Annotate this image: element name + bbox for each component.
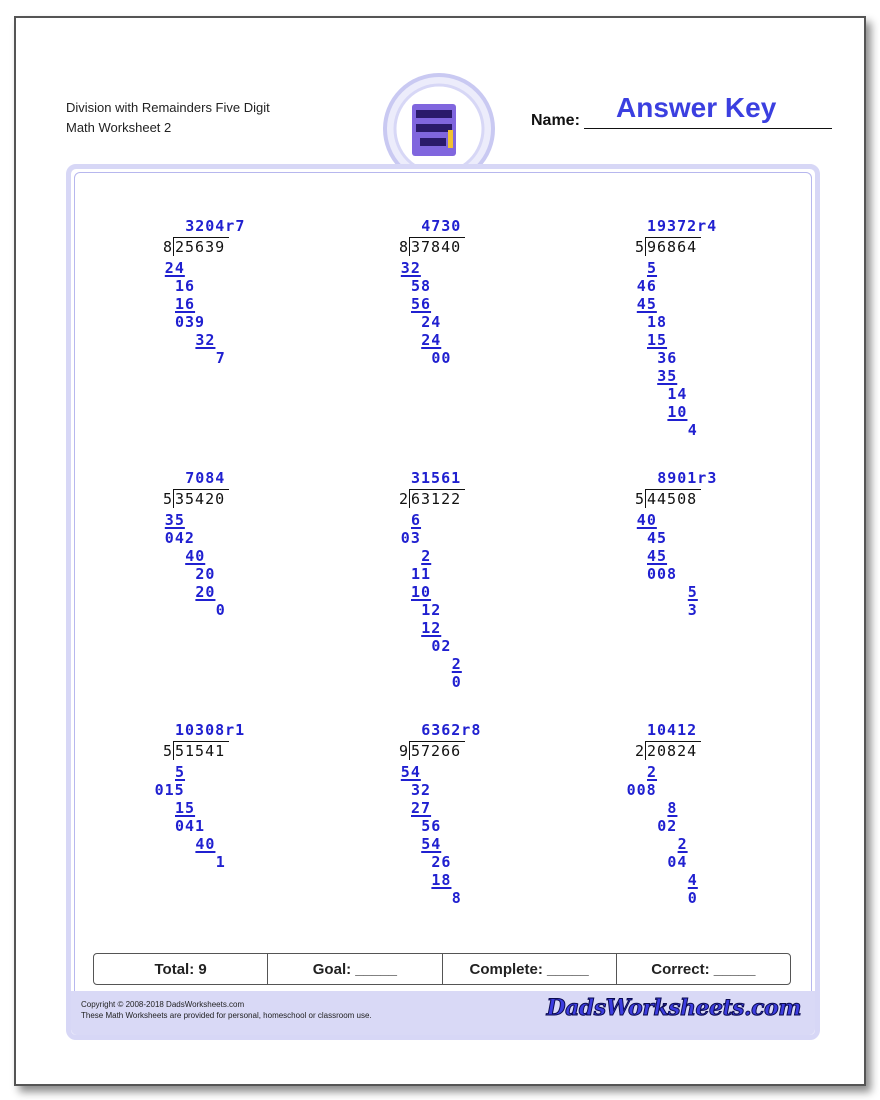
brand-logo[interactable]: DadsWorksheets.com — [546, 995, 801, 1021]
work-step: 4 — [687, 871, 698, 889]
problems-frame — [66, 164, 820, 1040]
dividend: 96864 — [647, 238, 698, 256]
worksheet-title — [66, 98, 270, 138]
divisor: 8 — [399, 238, 410, 256]
work-step: 008 — [647, 565, 678, 583]
work-step: 10 — [411, 583, 432, 601]
copyright-line-1: Copyright © 2008-2018 DadsWorksheets.com — [81, 1000, 245, 1009]
work-step: 2 — [647, 763, 658, 781]
quotient: 3204r7 — [185, 217, 246, 235]
worksheet-page — [14, 16, 866, 1086]
work-step: 15 — [175, 799, 196, 817]
work-step: 3 — [687, 601, 698, 619]
work-step: 2 — [677, 835, 688, 853]
divisor: 2 — [635, 742, 646, 760]
dividend: 57266 — [411, 742, 462, 760]
goal-field[interactable]: Goal: _____ — [268, 954, 442, 984]
work-step: 56 — [411, 295, 432, 313]
work-step: 40 — [185, 547, 206, 565]
work-step: 18 — [431, 871, 452, 889]
divisor: 2 — [399, 490, 410, 508]
work-step: 02 — [431, 637, 452, 655]
work-step: 04 — [667, 853, 688, 871]
dividend: 20824 — [647, 742, 698, 760]
work-step: 5 — [687, 583, 698, 601]
work-step: 2 — [451, 655, 462, 673]
work-step: 56 — [421, 817, 442, 835]
work-step: 16 — [175, 277, 196, 295]
work-step: 8 — [451, 889, 462, 907]
work-step: 008 — [626, 781, 657, 799]
work-step: 45 — [647, 529, 668, 547]
quotient: 8901r3 — [657, 469, 718, 487]
dividend: 51541 — [175, 742, 226, 760]
quotient: 6362r8 — [421, 721, 482, 739]
work-step: 6 — [411, 511, 422, 529]
score-bar — [93, 953, 791, 985]
work-step: 35 — [657, 367, 678, 385]
divisor: 9 — [399, 742, 410, 760]
dividend: 25639 — [175, 238, 226, 256]
divisor: 8 — [163, 238, 174, 256]
answer-key-label: Answer Key — [616, 92, 777, 123]
divisor: 5 — [163, 742, 174, 760]
work-step: 8 — [667, 799, 678, 817]
work-step: 0 — [451, 673, 462, 691]
work-step: 20 — [195, 565, 216, 583]
work-step: 2 — [421, 547, 432, 565]
work-step: 20 — [195, 583, 216, 601]
work-step: 11 — [411, 565, 432, 583]
work-step: 32 — [400, 259, 421, 277]
copyright-line-2: These Math Worksheets are provided for personal, homeschool or classroom use. — [81, 1011, 372, 1020]
work-step: 24 — [164, 259, 185, 277]
work-step: 40 — [195, 835, 216, 853]
work-step: 54 — [421, 835, 442, 853]
work-step: 15 — [647, 331, 668, 349]
work-step: 12 — [421, 601, 442, 619]
work-step: 7 — [215, 349, 226, 367]
work-step: 042 — [164, 529, 195, 547]
work-step: 1 — [215, 853, 226, 871]
divisor: 5 — [163, 490, 174, 508]
work-step: 36 — [657, 349, 678, 367]
divisor: 5 — [635, 238, 646, 256]
work-step: 18 — [647, 313, 668, 331]
quotient: 7084 — [185, 469, 226, 487]
work-step: 14 — [667, 385, 688, 403]
work-step: 10 — [667, 403, 688, 421]
work-step: 26 — [431, 853, 452, 871]
total-count: Total: 9 — [94, 954, 268, 984]
work-step: 4 — [687, 421, 698, 439]
copyright-text — [81, 999, 372, 1021]
work-step: 12 — [421, 619, 442, 637]
dividend: 37840 — [411, 238, 462, 256]
work-step: 54 — [400, 763, 421, 781]
work-step: 45 — [636, 295, 657, 313]
work-step: 40 — [636, 511, 657, 529]
work-step: 27 — [411, 799, 432, 817]
work-step: 46 — [636, 277, 657, 295]
correct-field[interactable]: Correct: _____ — [651, 960, 756, 978]
work-step: 32 — [195, 331, 216, 349]
quotient: 10412 — [647, 721, 698, 739]
title-line-2: Math Worksheet 2 — [66, 120, 172, 135]
complete-field[interactable]: Complete: _____ — [443, 954, 617, 984]
work-step: 32 — [411, 781, 432, 799]
work-step: 16 — [175, 295, 196, 313]
work-step: 5 — [175, 763, 186, 781]
divisor: 5 — [635, 490, 646, 508]
name-label: Name: — [531, 112, 580, 129]
work-step: 039 — [175, 313, 206, 331]
work-step: 00 — [431, 349, 452, 367]
dividend: 44508 — [647, 490, 698, 508]
dividend: 35420 — [175, 490, 226, 508]
work-step: 58 — [411, 277, 432, 295]
quotient: 19372r4 — [647, 217, 718, 235]
title-line-1: Division with Remainders Five Digit — [66, 100, 270, 115]
work-step: 041 — [175, 817, 206, 835]
work-step: 24 — [421, 331, 442, 349]
dividend: 63122 — [411, 490, 462, 508]
quotient: 31561 — [411, 469, 462, 487]
work-step: 45 — [647, 547, 668, 565]
work-step: 0 — [215, 601, 226, 619]
work-step: 5 — [647, 259, 658, 277]
work-step: 24 — [421, 313, 442, 331]
work-step: 03 — [400, 529, 421, 547]
footer-band — [71, 991, 815, 1035]
quotient: 4730 — [421, 217, 462, 235]
work-step: 0 — [687, 889, 698, 907]
work-step: 35 — [164, 511, 185, 529]
work-step: 02 — [657, 817, 678, 835]
work-step: 015 — [154, 781, 185, 799]
quotient: 10308r1 — [175, 721, 246, 739]
